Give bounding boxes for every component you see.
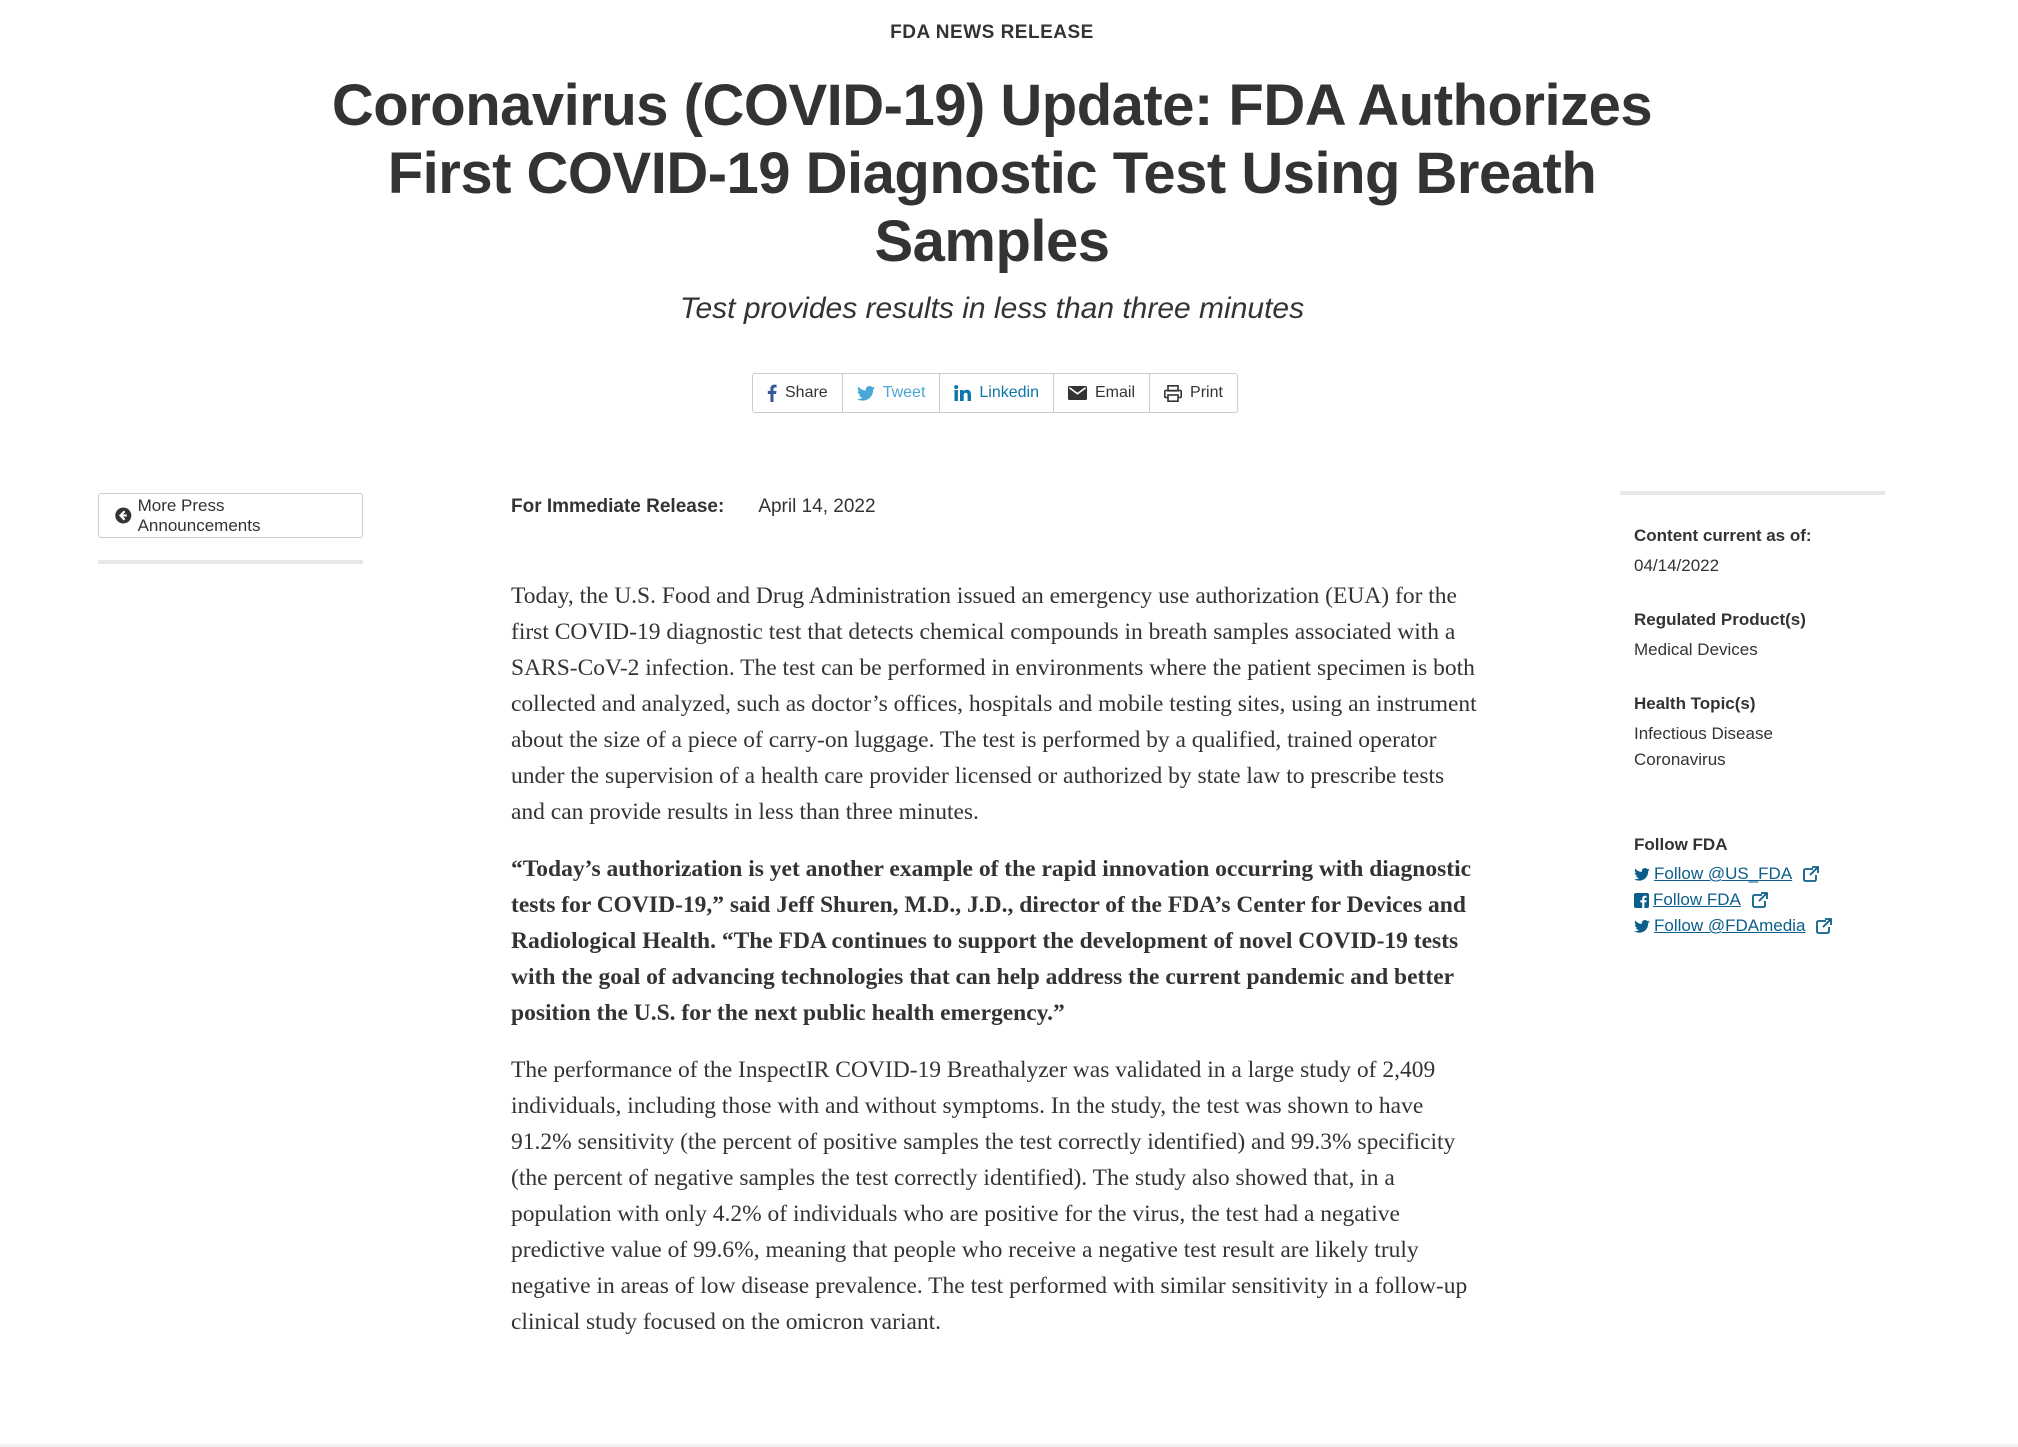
content-current-label: Content current as of: — [1634, 526, 1812, 545]
news-release-kicker: FDA NEWS RELEASE — [890, 22, 1094, 43]
content-current-value: 04/14/2022 — [1634, 556, 1720, 575]
release-date: April 14, 2022 — [758, 496, 876, 517]
twitter-icon — [1634, 920, 1650, 933]
share-print-button[interactable] — [1150, 374, 1237, 412]
follow-fda-label: Follow FDA — [1634, 835, 1728, 854]
health-topic: Infectious Disease — [1634, 724, 1773, 743]
health-topics-label: Health Topic(s) — [1634, 694, 1756, 713]
share-linkedin-label: Linkedin — [979, 384, 1039, 401]
health-topic: Coronavirus — [1634, 750, 1726, 769]
right-sidebar — [1620, 491, 1885, 939]
follow-fda-label: Follow FDA — [1653, 890, 1741, 909]
left-sidebar — [98, 493, 363, 564]
more-press-announcements-button[interactable] — [98, 493, 363, 538]
follow-us-fda-label: Follow @US_FDA — [1654, 864, 1793, 883]
envelope-icon — [1068, 386, 1087, 400]
share-facebook-label: Share — [785, 384, 828, 401]
share-twitter-label: Tweet — [882, 384, 926, 401]
share-toolbar — [752, 373, 1238, 413]
follow-us-fda-twitter-link[interactable] — [1634, 861, 1885, 887]
share-print-label: Print — [1190, 384, 1223, 401]
facebook-square-icon — [1634, 893, 1649, 908]
page-subtitle: Test provides results in less than three minutes — [679, 292, 1305, 325]
external-link-icon — [1802, 866, 1819, 882]
health-topics-list — [1634, 721, 1885, 773]
share-email-label: Email — [1095, 384, 1136, 401]
external-link-icon — [1815, 918, 1832, 934]
twitter-icon — [857, 386, 875, 401]
article-body — [511, 578, 1477, 1361]
release-info — [511, 496, 876, 518]
article-paragraph-2: The performance of the InspectIR COVID-19 Breathalyzer was validated in a large study of 2,409 individuals, including those with and without symptoms. In the study, the test was shown to have 91.2% sensitivity (the percent of positive samples the test correctly identified) and 99.3% specificity (the percent of negative samples the test correctly identified). The study also showed that, in a population with only 4.2% of individuals who are positive for the virus, the test had a negative predictive value of 99.6%, meaning that people who receive a negative test result are likely truly negative in areas of low disease prevalence. The test performed with similar sensitivity in a follow-up clinical study focused on the omicron variant. — [511, 1057, 1468, 1335]
printer-icon — [1164, 385, 1182, 402]
release-label: For Immediate Release: — [511, 496, 725, 517]
twitter-icon — [1634, 868, 1650, 881]
follow-links — [1634, 861, 1885, 939]
follow-fdamedia-label: Follow @FDAmedia — [1654, 916, 1806, 935]
follow-fdamedia-twitter-link[interactable] — [1634, 913, 1885, 939]
regulated-products-value: Medical Devices — [1634, 640, 1758, 659]
right-divider — [1620, 491, 1885, 495]
follow-fda-facebook-link[interactable] — [1634, 887, 1885, 913]
share-linkedin-button[interactable] — [940, 374, 1054, 412]
share-facebook-button[interactable] — [753, 374, 843, 412]
left-divider — [98, 560, 363, 564]
page-title: Coronavirus (COVID-19) Update: FDA Authorizes First COVID-19 Diagnostic Test Using Breath Samples — [331, 73, 1653, 274]
article-paragraph-1: Today, the U.S. Food and Drug Administration issued an emergency use authorization (EUA) for the first COVID-19 diagnostic test that detects chemical compounds in breath samples associated with a SARS-CoV-2 infection. The test can be performed in environments where the patient specimen is both collected and analyzed, such as doctor’s offices, hospitals and mobile testing sites, using an instrument about the size of a piece of carry-on luggage. The test is performed by a qualified, trained operator under the supervision of a health care provider licensed or authorized by state law to prescribe tests and can provide results in less than three minutes. — [511, 583, 1477, 825]
share-email-button[interactable] — [1054, 374, 1150, 412]
more-press-label: More Press Announcements — [137, 495, 261, 535]
external-link-icon — [1751, 892, 1768, 908]
regulated-products-label: Regulated Product(s) — [1634, 610, 1806, 629]
facebook-icon — [767, 384, 777, 402]
linkedin-icon — [954, 385, 971, 401]
share-twitter-button[interactable] — [843, 374, 941, 412]
article-quote: “Today’s authorization is yet another example of the rapid innovation occurring with diagnostic tests for COVID-19,” said Jeff Shuren, M.D., J.D., director of the FDA’s Center for Devices and Radiological Health. “The FDA continues to support the development of novel COVID-19 tests with the goal of advancing technologies that can help address the current pandemic and better position the U.S. for the next public health emergency.” — [511, 856, 1472, 1026]
arrow-circle-left-icon — [115, 507, 132, 524]
